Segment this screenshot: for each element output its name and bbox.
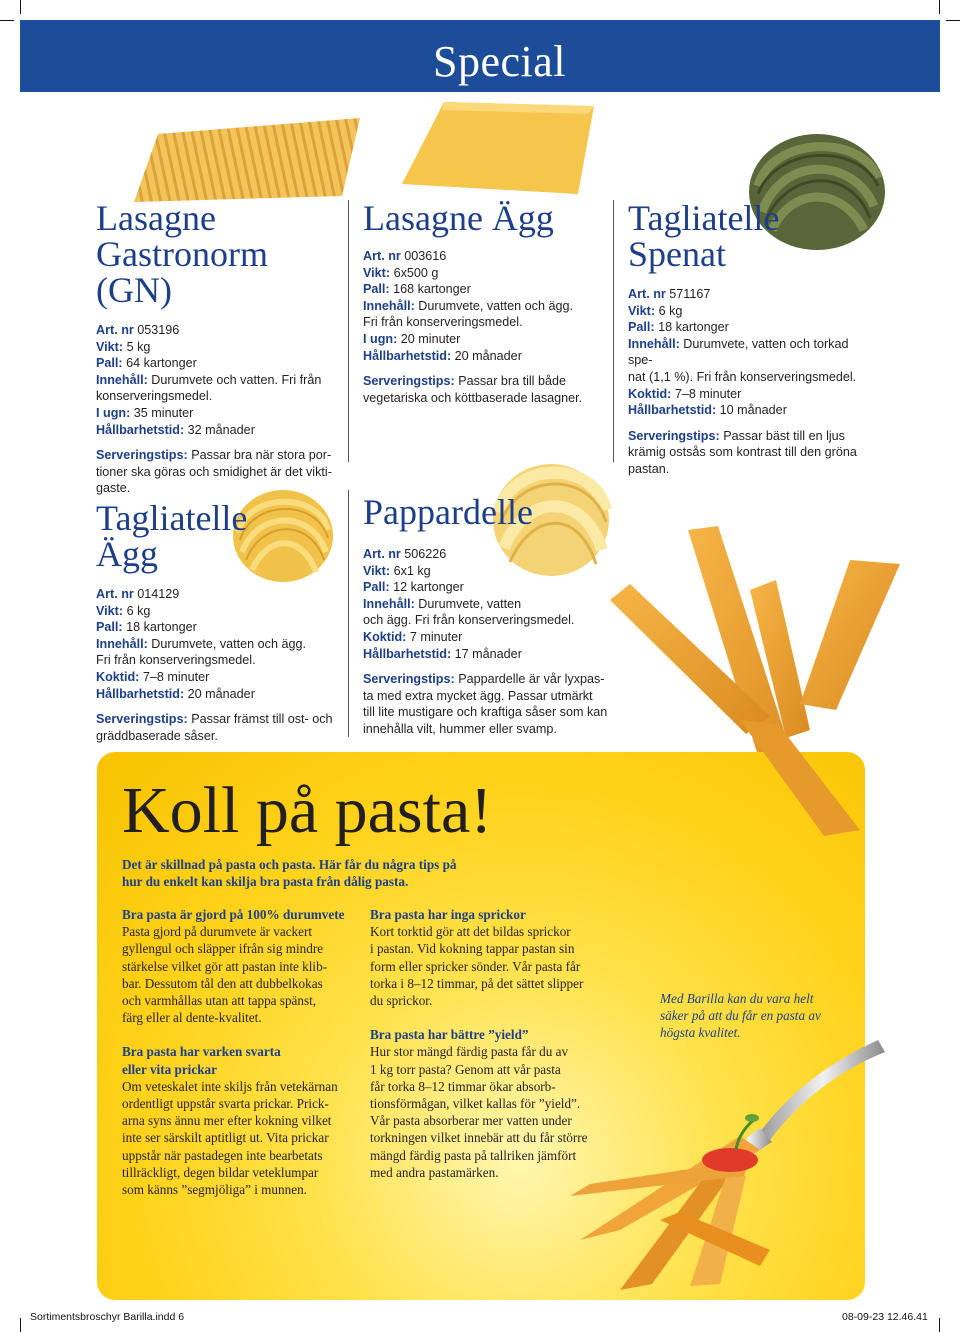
hallbarhet-label: Hållbarhetstid:	[363, 646, 452, 661]
tip-text: Om veteskalet inte skiljs från vetekärnan	[122, 1078, 338, 1094]
innehall-value: Durumvete, vatten och ägg.	[418, 298, 573, 313]
hallbarhet-label: Hållbarhetstid:	[96, 422, 185, 437]
intro-line: Det är skillnad på pasta och pasta. Här får du några tips på	[122, 857, 457, 872]
product-title-line: Ägg	[96, 534, 158, 574]
hallbarhet-label: Hållbarhetstid:	[96, 686, 185, 701]
innehall-value: konserveringsmedel.	[96, 389, 213, 404]
product-title-line: Spenat	[628, 234, 726, 274]
innehall-value: nat (1,1 %). Fri från konserveringsmedel.	[628, 369, 857, 384]
crop-mark	[939, 1318, 940, 1332]
product-info	[363, 248, 608, 406]
innehall-label: Innehåll:	[363, 298, 415, 313]
footer-filename: Sortimentsbroschyr Barilla.indd 6	[30, 1311, 185, 1323]
koktid-label: Koktid:	[363, 629, 407, 644]
quote-line: Med Barilla kan du vara helt	[660, 991, 814, 1006]
ugn-value: 20 minuter	[400, 331, 461, 346]
product-title: Pappardelle	[363, 492, 533, 532]
innehall-value: Fri från konserveringsmedel.	[96, 653, 256, 668]
tips-label: Serveringstips:	[96, 712, 188, 727]
art-value: 003616	[404, 249, 447, 263]
pall-value: 18 kartonger	[126, 620, 197, 635]
hallbarhet-value: 20 månader	[454, 348, 522, 363]
tip-text: form eller spricker sönder. Vår pasta får	[370, 958, 581, 974]
product-pappardelle	[363, 494, 613, 738]
tip-heading: eller vita prickar	[122, 1061, 217, 1077]
tips-label: Serveringstips:	[628, 428, 720, 443]
column-divider	[613, 200, 614, 462]
hallbarhet-label: Hållbarhetstid:	[628, 403, 717, 418]
hallbarhet-value: 32 månader	[187, 422, 255, 437]
innehall-value: Durumvete, vatten och torkad spe-	[628, 336, 849, 368]
innehall-value: Fri från konserveringsmedel.	[363, 315, 523, 330]
tips-value: Passar bra när stora por-	[191, 448, 332, 463]
koll-title: Koll på pasta!	[122, 774, 493, 847]
hallbarhet-value: 17 månader	[454, 646, 522, 661]
tip-text: 1 kg torr pasta? Genom att vår pasta	[370, 1061, 561, 1077]
product-lasagne-gn	[96, 200, 346, 497]
art-label: Art. nr	[96, 323, 134, 337]
barilla-quote	[660, 990, 850, 1041]
crop-mark	[0, 20, 14, 21]
page-title: Special	[432, 37, 566, 86]
vikt-label: Vikt:	[363, 265, 391, 280]
hallbarhet-value: 10 månader	[719, 403, 787, 418]
art-label: Art. nr	[363, 547, 401, 561]
tips-value: vegetariska och köttbaserade lasagner.	[363, 390, 583, 405]
tips-value: krämig ostsås som kontrast till den gröna	[628, 445, 857, 460]
tips-value: gräddbaserade såser.	[96, 728, 218, 743]
innehall-value: Durumvete, vatten	[418, 596, 522, 611]
tip-text: tillräckligt, degen bildar veteklumpar	[122, 1164, 319, 1180]
ugn-value: 35 minuter	[133, 405, 194, 420]
tip-text: bar. Dessutom tål den att dubbelkokas	[122, 975, 323, 991]
tip-heading: Bra pasta har inga sprickor	[370, 907, 526, 922]
koktid-value: 7–8 minuter	[674, 386, 742, 401]
tip-text: torka i 8–12 timmar, på det sättet slipper	[370, 975, 584, 991]
vikt-value: 6 kg	[658, 303, 683, 318]
koktid-label: Koktid:	[96, 669, 140, 684]
vikt-label: Vikt:	[96, 603, 124, 618]
crop-mark	[20, 0, 21, 14]
crop-mark	[939, 0, 940, 14]
ugn-label: I ugn:	[363, 331, 398, 346]
innehall-label: Innehåll:	[628, 336, 680, 351]
quote-line: säker på att du får en pasta av	[660, 1008, 821, 1023]
product-title: Lasagne Ägg	[363, 198, 554, 238]
tip-text: inte ser särskilt aptitligt ut. Vita prickar	[122, 1130, 329, 1146]
ugn-label: I ugn:	[96, 405, 131, 420]
tips-value: innehålla vilt, hummer eller svamp.	[363, 721, 557, 736]
product-lasagne-agg	[363, 200, 608, 406]
tip-text: ordentligt uppstår svarta prickar. Prick-	[122, 1096, 329, 1112]
tip-text: arna syns ännu mer efter kokning vilket	[122, 1113, 332, 1129]
pall-label: Pall:	[363, 282, 390, 297]
tips-value: tioner ska göras och smidighet är det vikti-	[96, 464, 332, 479]
tips-column-2	[370, 906, 610, 1181]
art-value: 053196	[137, 323, 180, 337]
tip-heading: Bra pasta har varken svarta	[122, 1044, 281, 1060]
tip-text: i pastan. Vid kokning tappar pastan sin	[370, 941, 575, 957]
tip-text: du sprickor.	[370, 993, 433, 1009]
innehall-value: Durumvete, vatten och ägg.	[151, 636, 306, 651]
tips-value: Passar bra till både	[458, 374, 566, 389]
tip-text: mängd färdig pasta på tallriken jämfört	[370, 1147, 577, 1163]
intro-line: hur du enkelt kan skilja bra pasta från dålig pasta.	[122, 874, 409, 889]
product-title-line: Lasagne	[96, 198, 216, 238]
product-title-line: Tagliatelle	[96, 498, 248, 538]
tip-text: torkningen vilket innebär att du får större	[370, 1130, 588, 1146]
innehall-value: Durumvete och vatten. Fri från	[151, 372, 322, 387]
tip-text: färg eller al dente-kvalitet.	[122, 1010, 262, 1026]
tip-text: gyllengul och släpper ifrån sig mindre	[122, 941, 324, 957]
tips-value: Pappardelle är vår lyxpas-	[458, 672, 605, 687]
column-divider	[348, 200, 349, 462]
tips-value: ta med extra mycket ägg. Passar utmärkt	[363, 688, 593, 703]
product-info	[96, 322, 346, 497]
pall-label: Pall:	[96, 356, 123, 371]
tip-text: Vår pasta absorberar mer vatten under	[370, 1113, 572, 1129]
hallbarhet-value: 20 månader	[187, 686, 255, 701]
tips-value: Passar bäst till en ljus	[723, 428, 845, 443]
tip-heading: Bra pasta är gjord på 100% durumvete	[122, 907, 345, 922]
tip-text: Kort torktid gör att det bildas sprickor	[370, 924, 571, 940]
vikt-value: 5 kg	[126, 339, 151, 354]
pall-value: 18 kartonger	[658, 320, 729, 335]
product-title	[96, 200, 346, 308]
product-title	[96, 500, 346, 572]
pall-value: 64 kartonger	[126, 356, 197, 371]
vikt-value: 6x1 kg	[393, 563, 431, 578]
art-value: 014129	[137, 587, 180, 601]
lasagne-gn-image	[128, 98, 368, 208]
art-value: 571167	[669, 287, 711, 301]
vikt-label: Vikt:	[363, 563, 391, 578]
tips-value: till lite mustigare och kraftiga såser som kan	[363, 705, 608, 720]
tip-text: får torka 8–12 timmar ökar absorb-	[370, 1078, 556, 1094]
tips-label: Serveringstips:	[363, 374, 455, 389]
crop-mark	[946, 20, 960, 21]
penne-over-panel-image	[700, 720, 880, 840]
vikt-value: 6 kg	[126, 603, 151, 618]
art-label: Art. nr	[96, 587, 134, 601]
product-title	[628, 200, 873, 272]
art-label: Art. nr	[363, 249, 401, 263]
pall-label: Pall:	[96, 620, 123, 635]
koktid-value: 7 minuter	[409, 629, 463, 644]
tips-column-1	[122, 906, 362, 1198]
art-value: 506226	[404, 547, 447, 561]
footer-timestamp: 08-09-23 12.46.41	[842, 1311, 928, 1323]
koll-intro	[122, 856, 542, 890]
tip-text: som känns ”segmjöliga” i munnen.	[122, 1182, 307, 1198]
tips-label: Serveringstips:	[363, 672, 455, 687]
koktid-label: Koktid:	[628, 386, 672, 401]
product-info	[628, 286, 873, 478]
tips-label: Serveringstips:	[96, 448, 188, 463]
innehall-label: Innehåll:	[96, 636, 148, 651]
innehall-value: och ägg. Fri från konserveringsmedel.	[363, 613, 575, 628]
quote-line: högsta kvalitet.	[660, 1025, 741, 1040]
tip-text: Pasta gjord på durumvete är vackert	[122, 924, 313, 940]
tip-text: med andra pastamärken.	[370, 1164, 499, 1180]
vikt-label: Vikt:	[628, 303, 656, 318]
product-info	[363, 546, 613, 738]
product-info	[96, 586, 346, 744]
pall-value: 12 kartonger	[393, 580, 464, 595]
column-divider	[348, 490, 349, 737]
tip-text: stärkelse vilket gör att pastan inte klib-	[122, 958, 328, 974]
art-label: Art. nr	[628, 287, 666, 301]
tips-value: Passar främst till ost- och	[191, 712, 333, 727]
product-title-line: Gastronorm (GN)	[96, 234, 268, 310]
innehall-label: Innehåll:	[363, 596, 415, 611]
tip-heading: Bra pasta har bättre ”yield”	[370, 1027, 529, 1043]
vikt-value: 6x500 g	[393, 265, 439, 280]
hallbarhet-label: Hållbarhetstid:	[363, 348, 452, 363]
innehall-label: Innehåll:	[96, 372, 148, 387]
tip-text: tionsförmågan, vilket kallas för ”yield”.	[370, 1096, 581, 1112]
product-title-line: Tagliatelle	[628, 198, 780, 238]
tip-text: uppstår när pastadegen inte bearbetats	[122, 1147, 323, 1163]
product-tagliatelle-spenat	[628, 200, 873, 478]
vikt-label: Vikt:	[96, 339, 124, 354]
pall-label: Pall:	[363, 580, 390, 595]
crop-mark	[20, 1318, 21, 1332]
pall-label: Pall:	[628, 320, 655, 335]
pall-value: 168 kartonger	[393, 282, 471, 297]
product-tagliatelle-agg	[96, 500, 346, 744]
tip-text: Hur stor mängd färdig pasta får du av	[370, 1044, 569, 1060]
tips-value: gaste.	[96, 481, 131, 496]
fork-penne-image	[560, 1000, 900, 1300]
tips-value: pastan.	[628, 461, 670, 476]
tip-text: och varmhållas utan att tappa spänst,	[122, 993, 317, 1009]
koktid-value: 7–8 minuter	[142, 669, 210, 684]
lasagne-agg-image	[398, 98, 598, 198]
